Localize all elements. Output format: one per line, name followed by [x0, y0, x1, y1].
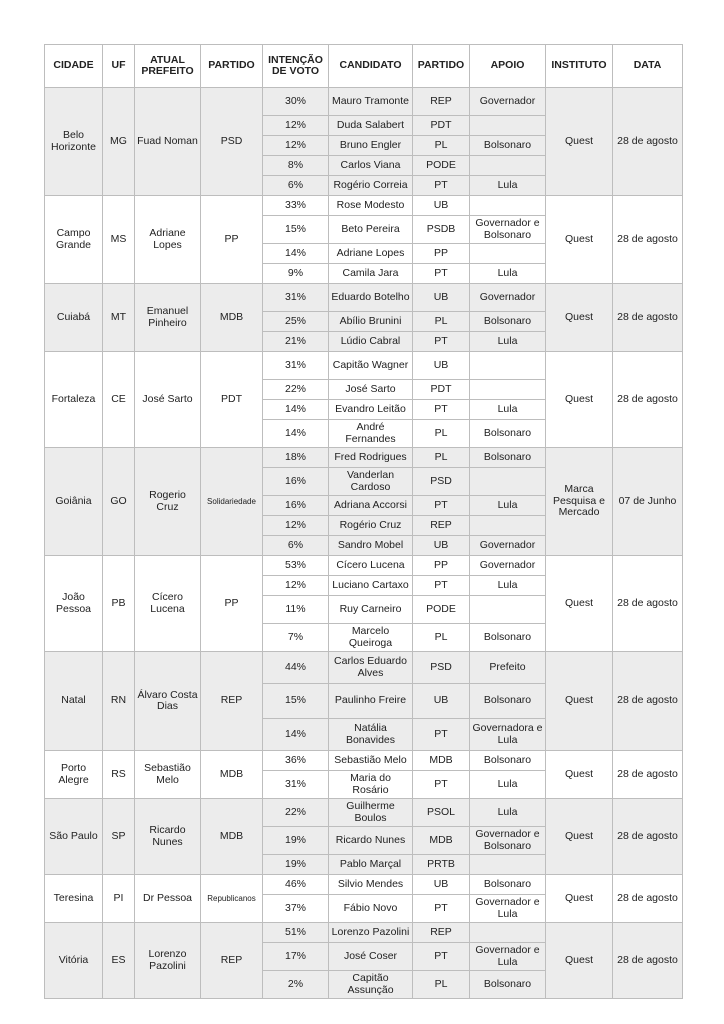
candidato-cell: Camila Jara: [329, 264, 413, 284]
data-cell: 28 de agosto: [613, 652, 683, 751]
uf-cell: PB: [103, 556, 135, 652]
uf-cell: RN: [103, 652, 135, 751]
partido-prefeito-cell: MDB: [201, 799, 263, 875]
instituto-cell: Marca Pesquisa e Mercado: [546, 448, 613, 556]
instituto-cell: Quest: [546, 352, 613, 448]
partido-candidato-cell: PSD: [413, 652, 470, 684]
instituto-cell: Quest: [546, 88, 613, 196]
instituto-cell: Quest: [546, 652, 613, 751]
table-row: [45, 352, 683, 380]
intencao-cell: 36%: [263, 751, 329, 771]
intencao-cell: 33%: [263, 196, 329, 216]
intencao-cell: 9%: [263, 264, 329, 284]
apoio-cell: [470, 923, 546, 943]
partido-candidato-cell: UB: [413, 284, 470, 312]
table-row: [45, 88, 683, 116]
uf-cell: MG: [103, 88, 135, 196]
candidato-cell: Natália Bonavides: [329, 719, 413, 751]
intencao-cell: 18%: [263, 448, 329, 468]
data-cell: 28 de agosto: [613, 284, 683, 352]
partido-candidato-cell: PP: [413, 556, 470, 576]
partido-candidato-cell: UB: [413, 196, 470, 216]
apoio-cell: Governador e Bolsonaro: [470, 216, 546, 244]
intencao-cell: 12%: [263, 516, 329, 536]
cidade-cell: Porto Alegre: [45, 751, 103, 799]
candidato-cell: Vanderlan Cardoso: [329, 468, 413, 496]
instituto-cell: Quest: [546, 923, 613, 999]
intencao-cell: 51%: [263, 923, 329, 943]
data-cell: 28 de agosto: [613, 751, 683, 799]
apoio-cell: [470, 596, 546, 624]
apoio-cell: Bolsonaro: [470, 875, 546, 895]
partido-candidato-cell: REP: [413, 923, 470, 943]
instituto-cell: Quest: [546, 875, 613, 923]
partido-candidato-cell: PT: [413, 332, 470, 352]
intencao-cell: 19%: [263, 855, 329, 875]
polls-table: [44, 44, 683, 999]
cidade-cell: Fortaleza: [45, 352, 103, 448]
table-row: [45, 284, 683, 312]
partido-candidato-cell: PP: [413, 244, 470, 264]
apoio-cell: Lula: [470, 576, 546, 596]
partido-candidato-cell: PL: [413, 420, 470, 448]
cidade-cell: Cuiabá: [45, 284, 103, 352]
candidato-cell: Beto Pereira: [329, 216, 413, 244]
partido-candidato-cell: PT: [413, 264, 470, 284]
partido-candidato-cell: PRTB: [413, 855, 470, 875]
table-row: [45, 923, 683, 943]
apoio-cell: Governador: [470, 556, 546, 576]
apoio-cell: Lula: [470, 771, 546, 799]
intencao-cell: 7%: [263, 624, 329, 652]
header-row: [45, 45, 683, 88]
partido-candidato-cell: PSD: [413, 468, 470, 496]
candidato-cell: Rogério Cruz: [329, 516, 413, 536]
uf-cell: MS: [103, 196, 135, 284]
apoio-cell: Lula: [470, 496, 546, 516]
apoio-cell: Lula: [470, 799, 546, 827]
apoio-cell: Bolsonaro: [470, 420, 546, 448]
header-partido: PARTIDO: [201, 45, 263, 88]
atual-prefeito-cell: Emanuel Pinheiro: [135, 284, 201, 352]
header-partido-candidato: PARTIDO: [413, 45, 470, 88]
intencao-cell: 44%: [263, 652, 329, 684]
atual-prefeito-cell: Fuad Noman: [135, 88, 201, 196]
intencao-cell: 22%: [263, 380, 329, 400]
partido-prefeito-cell: PP: [201, 196, 263, 284]
uf-cell: SP: [103, 799, 135, 875]
intencao-cell: 8%: [263, 156, 329, 176]
intencao-cell: 15%: [263, 216, 329, 244]
partido-prefeito-cell: MDB: [201, 751, 263, 799]
apoio-cell: Prefeito: [470, 652, 546, 684]
partido-candidato-cell: PT: [413, 400, 470, 420]
candidato-cell: José Sarto: [329, 380, 413, 400]
partido-prefeito-cell: REP: [201, 652, 263, 751]
table-row: [45, 652, 683, 684]
uf-cell: ES: [103, 923, 135, 999]
apoio-cell: [470, 196, 546, 216]
intencao-cell: 22%: [263, 799, 329, 827]
table-row: [45, 556, 683, 576]
intencao-cell: 31%: [263, 284, 329, 312]
data-cell: 28 de agosto: [613, 799, 683, 875]
partido-candidato-cell: UB: [413, 684, 470, 719]
partido-candidato-cell: PL: [413, 312, 470, 332]
apoio-cell: Governador: [470, 284, 546, 312]
atual-prefeito-cell: Ricardo Nunes: [135, 799, 201, 875]
cidade-cell: Natal: [45, 652, 103, 751]
atual-prefeito-cell: Sebastião Melo: [135, 751, 201, 799]
apoio-cell: [470, 468, 546, 496]
apoio-cell: Bolsonaro: [470, 448, 546, 468]
uf-cell: RS: [103, 751, 135, 799]
candidato-cell: Adriane Lopes: [329, 244, 413, 264]
candidato-cell: Lorenzo Pazolini: [329, 923, 413, 943]
intencao-cell: 31%: [263, 771, 329, 799]
partido-prefeito-cell: Republicanos: [201, 875, 263, 923]
candidato-cell: Sandro Mobel: [329, 536, 413, 556]
atual-prefeito-cell: Álvaro Costa Dias: [135, 652, 201, 751]
uf-cell: GO: [103, 448, 135, 556]
atual-prefeito-cell: Cícero Lucena: [135, 556, 201, 652]
apoio-cell: Bolsonaro: [470, 136, 546, 156]
partido-candidato-cell: PT: [413, 176, 470, 196]
data-cell: 28 de agosto: [613, 556, 683, 652]
atual-prefeito-cell: Adriane Lopes: [135, 196, 201, 284]
partido-candidato-cell: PT: [413, 496, 470, 516]
partido-candidato-cell: UB: [413, 536, 470, 556]
intencao-cell: 12%: [263, 136, 329, 156]
candidato-cell: Luciano Cartaxo: [329, 576, 413, 596]
header-candidato: CANDIDATO: [329, 45, 413, 88]
data-cell: 07 de Junho: [613, 448, 683, 556]
partido-candidato-cell: PSOL: [413, 799, 470, 827]
data-cell: 28 de agosto: [613, 196, 683, 284]
intencao-cell: 14%: [263, 420, 329, 448]
candidato-cell: Sebastião Melo: [329, 751, 413, 771]
partido-candidato-cell: MDB: [413, 827, 470, 855]
apoio-cell: Bolsonaro: [470, 624, 546, 652]
intencao-cell: 25%: [263, 312, 329, 332]
intencao-cell: 6%: [263, 176, 329, 196]
apoio-cell: [470, 156, 546, 176]
candidato-cell: Carlos Viana: [329, 156, 413, 176]
apoio-cell: Governador: [470, 88, 546, 116]
partido-prefeito-cell: PSD: [201, 88, 263, 196]
candidato-cell: Pablo Marçal: [329, 855, 413, 875]
apoio-cell: [470, 244, 546, 264]
cidade-cell: Campo Grande: [45, 196, 103, 284]
atual-prefeito-cell: José Sarto: [135, 352, 201, 448]
intencao-cell: 14%: [263, 719, 329, 751]
candidato-cell: Abílio Brunini: [329, 312, 413, 332]
partido-candidato-cell: PT: [413, 719, 470, 751]
intencao-cell: 21%: [263, 332, 329, 352]
header-intencao: INTENÇÃO DE VOTO: [263, 45, 329, 88]
candidato-cell: Ruy Carneiro: [329, 596, 413, 624]
apoio-cell: Bolsonaro: [470, 684, 546, 719]
data-cell: 28 de agosto: [613, 88, 683, 196]
candidato-cell: Maria do Rosário: [329, 771, 413, 799]
candidato-cell: Carlos Eduardo Alves: [329, 652, 413, 684]
intencao-cell: 16%: [263, 496, 329, 516]
intencao-cell: 11%: [263, 596, 329, 624]
candidato-cell: André Fernandes: [329, 420, 413, 448]
apoio-cell: Lula: [470, 400, 546, 420]
candidato-cell: Silvio Mendes: [329, 875, 413, 895]
partido-prefeito-cell: PP: [201, 556, 263, 652]
apoio-cell: Lula: [470, 332, 546, 352]
apoio-cell: [470, 116, 546, 136]
partido-candidato-cell: REP: [413, 516, 470, 536]
uf-cell: PI: [103, 875, 135, 923]
partido-prefeito-cell: REP: [201, 923, 263, 999]
header-atual-prefeito: ATUAL PREFEITO: [135, 45, 201, 88]
partido-candidato-cell: PL: [413, 624, 470, 652]
intencao-cell: 2%: [263, 971, 329, 999]
instituto-cell: Quest: [546, 284, 613, 352]
partido-prefeito-cell: PDT: [201, 352, 263, 448]
data-cell: 28 de agosto: [613, 875, 683, 923]
candidato-cell: Lúdio Cabral: [329, 332, 413, 352]
apoio-cell: [470, 380, 546, 400]
apoio-cell: [470, 352, 546, 380]
data-cell: 28 de agosto: [613, 923, 683, 999]
apoio-cell: Lula: [470, 176, 546, 196]
candidato-cell: Guilherme Boulos: [329, 799, 413, 827]
header-apoio: APOIO: [470, 45, 546, 88]
candidato-cell: Rose Modesto: [329, 196, 413, 216]
apoio-cell: [470, 855, 546, 875]
apoio-cell: Governador e Lula: [470, 943, 546, 971]
partido-candidato-cell: MDB: [413, 751, 470, 771]
uf-cell: CE: [103, 352, 135, 448]
candidato-cell: Mauro Tramonte: [329, 88, 413, 116]
intencao-cell: 6%: [263, 536, 329, 556]
candidato-cell: Marcelo Queiroga: [329, 624, 413, 652]
candidato-cell: Cícero Lucena: [329, 556, 413, 576]
candidato-cell: José Coser: [329, 943, 413, 971]
candidato-cell: Rogério Correia: [329, 176, 413, 196]
partido-candidato-cell: REP: [413, 88, 470, 116]
cidade-cell: São Paulo: [45, 799, 103, 875]
table-row: [45, 196, 683, 216]
intencao-cell: 16%: [263, 468, 329, 496]
data-cell: 28 de agosto: [613, 352, 683, 448]
instituto-cell: Quest: [546, 751, 613, 799]
candidato-cell: Ricardo Nunes: [329, 827, 413, 855]
table-body: [45, 88, 683, 999]
header-instituto: INSTITUTO: [546, 45, 613, 88]
cidade-cell: Goiânia: [45, 448, 103, 556]
intencao-cell: 46%: [263, 875, 329, 895]
intencao-cell: 53%: [263, 556, 329, 576]
atual-prefeito-cell: Dr Pessoa: [135, 875, 201, 923]
table-row: [45, 875, 683, 895]
instituto-cell: Quest: [546, 196, 613, 284]
partido-candidato-cell: PL: [413, 971, 470, 999]
partido-candidato-cell: UB: [413, 352, 470, 380]
cidade-cell: Belo Horizonte: [45, 88, 103, 196]
apoio-cell: Governador e Lula: [470, 895, 546, 923]
partido-candidato-cell: PODE: [413, 596, 470, 624]
intencao-cell: 12%: [263, 576, 329, 596]
partido-candidato-cell: PDT: [413, 380, 470, 400]
intencao-cell: 14%: [263, 400, 329, 420]
uf-cell: MT: [103, 284, 135, 352]
instituto-cell: Quest: [546, 799, 613, 875]
partido-candidato-cell: PL: [413, 448, 470, 468]
cidade-cell: João Pessoa: [45, 556, 103, 652]
cidade-cell: Teresina: [45, 875, 103, 923]
table-row: [45, 751, 683, 771]
partido-candidato-cell: PT: [413, 771, 470, 799]
intencao-cell: 19%: [263, 827, 329, 855]
apoio-cell: Bolsonaro: [470, 971, 546, 999]
apoio-cell: Bolsonaro: [470, 751, 546, 771]
intencao-cell: 30%: [263, 88, 329, 116]
header-cidade: CIDADE: [45, 45, 103, 88]
candidato-cell: Duda Salabert: [329, 116, 413, 136]
partido-prefeito-cell: Solidariedade: [201, 448, 263, 556]
partido-prefeito-cell: MDB: [201, 284, 263, 352]
candidato-cell: Eduardo Botelho: [329, 284, 413, 312]
candidato-cell: Capitão Wagner: [329, 352, 413, 380]
partido-candidato-cell: PT: [413, 576, 470, 596]
partido-candidato-cell: PL: [413, 136, 470, 156]
candidato-cell: Capitão Assunção: [329, 971, 413, 999]
atual-prefeito-cell: Rogerio Cruz: [135, 448, 201, 556]
intencao-cell: 12%: [263, 116, 329, 136]
partido-candidato-cell: PT: [413, 943, 470, 971]
intencao-cell: 37%: [263, 895, 329, 923]
intencao-cell: 14%: [263, 244, 329, 264]
apoio-cell: Lula: [470, 264, 546, 284]
cidade-cell: Vitória: [45, 923, 103, 999]
partido-candidato-cell: PODE: [413, 156, 470, 176]
candidato-cell: Bruno Engler: [329, 136, 413, 156]
intencao-cell: 31%: [263, 352, 329, 380]
apoio-cell: Governadora e Lula: [470, 719, 546, 751]
apoio-cell: Governador e Bolsonaro: [470, 827, 546, 855]
table-row: [45, 799, 683, 827]
partido-candidato-cell: UB: [413, 875, 470, 895]
candidato-cell: Fábio Novo: [329, 895, 413, 923]
apoio-cell: Governador: [470, 536, 546, 556]
candidato-cell: Paulinho Freire: [329, 684, 413, 719]
intencao-cell: 17%: [263, 943, 329, 971]
candidato-cell: Evandro Leitão: [329, 400, 413, 420]
header-uf: UF: [103, 45, 135, 88]
apoio-cell: [470, 516, 546, 536]
partido-candidato-cell: PDT: [413, 116, 470, 136]
candidato-cell: Adriana Accorsi: [329, 496, 413, 516]
instituto-cell: Quest: [546, 556, 613, 652]
intencao-cell: 15%: [263, 684, 329, 719]
atual-prefeito-cell: Lorenzo Pazolini: [135, 923, 201, 999]
table-row: [45, 448, 683, 468]
apoio-cell: Bolsonaro: [470, 312, 546, 332]
partido-candidato-cell: PSDB: [413, 216, 470, 244]
partido-candidato-cell: PT: [413, 895, 470, 923]
candidato-cell: Fred Rodrigues: [329, 448, 413, 468]
header-data: DATA: [613, 45, 683, 88]
